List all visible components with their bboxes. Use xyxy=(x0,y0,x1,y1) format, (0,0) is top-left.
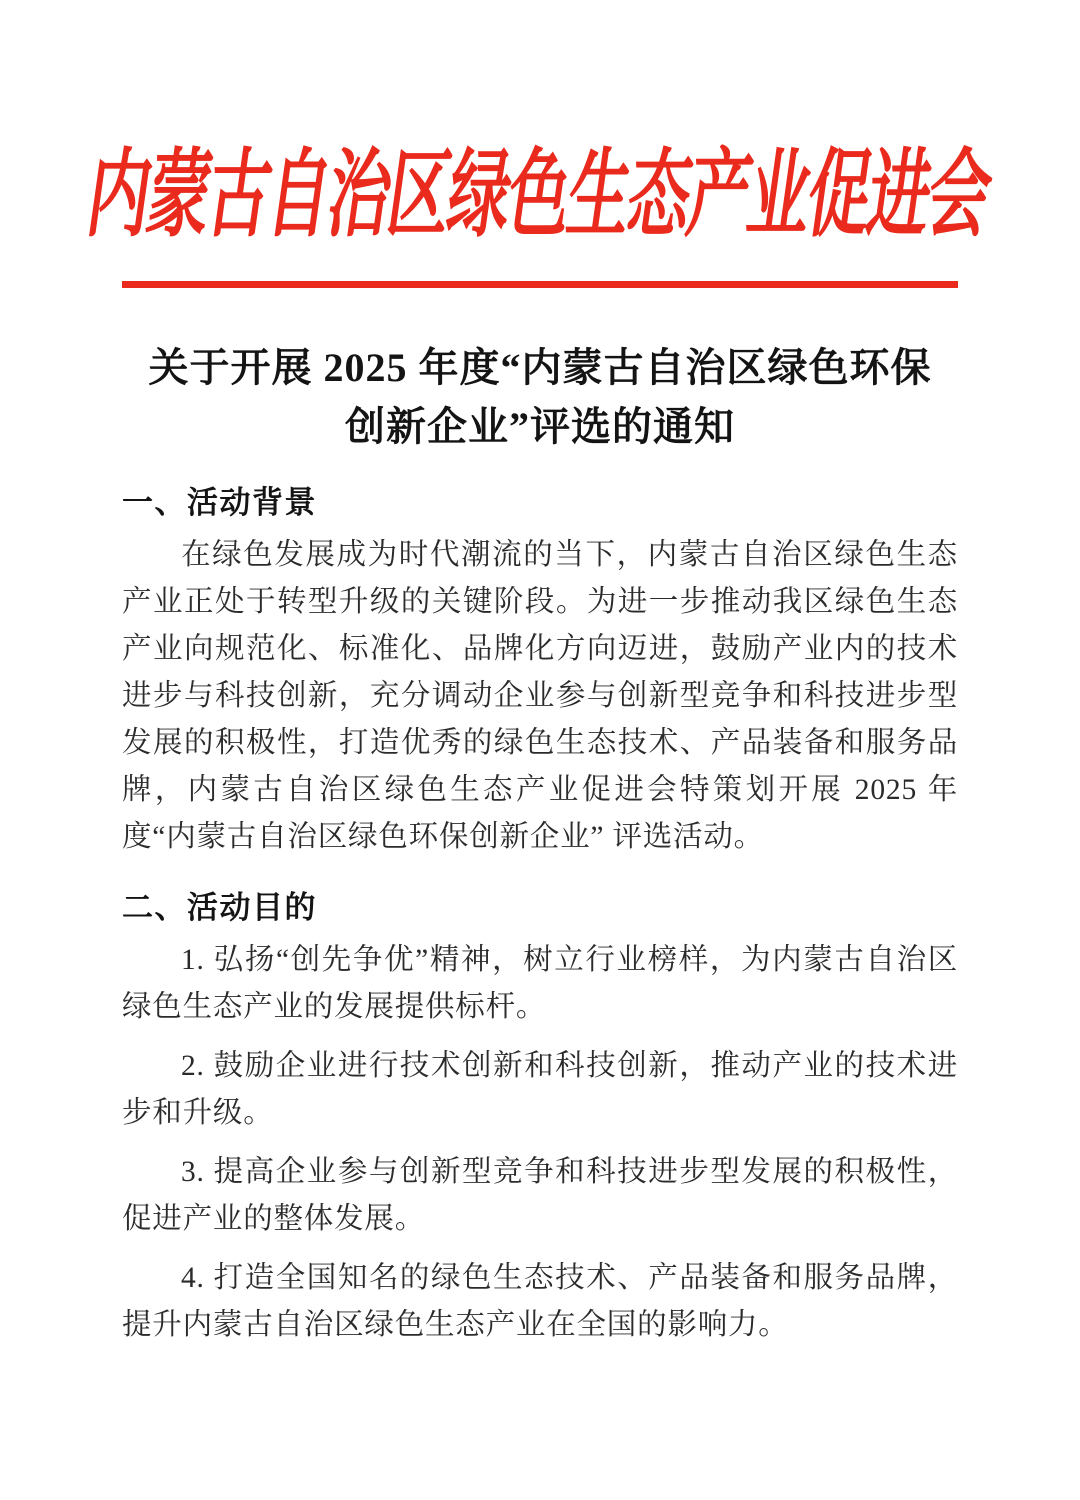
body-paragraph: 1. 弘扬“创先争优”精神，树立行业榜样，为内蒙古自治区绿色生态产业的发展提供标杆。 xyxy=(122,944,958,1023)
doc-title-line1: 关于开展 2025 年度“内蒙古自治区绿色环保 xyxy=(148,345,932,390)
doc-title-line2: 创新企业”评选的通知 xyxy=(345,404,735,449)
body-paragraph: 2. 鼓励企业进行技术创新和科技创新，推动产业的技术进步和升级。 xyxy=(122,1050,958,1129)
body-paragraph: 4. 打造全国知名的绿色生态技术、产品装备和服务品牌，提升内蒙古自治区绿色生态产业在全国的影响力。 xyxy=(122,1262,958,1341)
red-divider-line xyxy=(122,281,958,288)
doc-title xyxy=(122,338,958,456)
document-page xyxy=(0,136,1080,1500)
section-heading: 二、活动目的 xyxy=(122,890,317,925)
letterhead xyxy=(81,136,997,249)
body-paragraph: 在绿色发展成为时代潮流的当下，内蒙古自治区绿色生态产业正处于转型升级的关键阶段。为进一步推动我区绿色生态产业向规范化、标准化、品牌化方向迈进，鼓励产业内的技术进步与科技创新，充分调动企业参与创新型竞争和科技进步型发展的积极性，打造优秀的绿色生态技术、产品装备和服务品牌，内蒙古自治区绿色生态产业促进会特策划开展 2025 年度“内蒙古自治区绿色环保创新企业” 评选活动。 xyxy=(122,539,958,853)
body-paragraph: 3. 提高企业参与创新型竞争和科技进步型发展的积极性，促进产业的整体发展。 xyxy=(122,1156,958,1235)
sections-container xyxy=(122,486,958,1349)
section-heading: 一、活动背景 xyxy=(122,485,317,520)
org-name-title: 内蒙古自治区绿色生态产业促进会 xyxy=(81,143,997,249)
